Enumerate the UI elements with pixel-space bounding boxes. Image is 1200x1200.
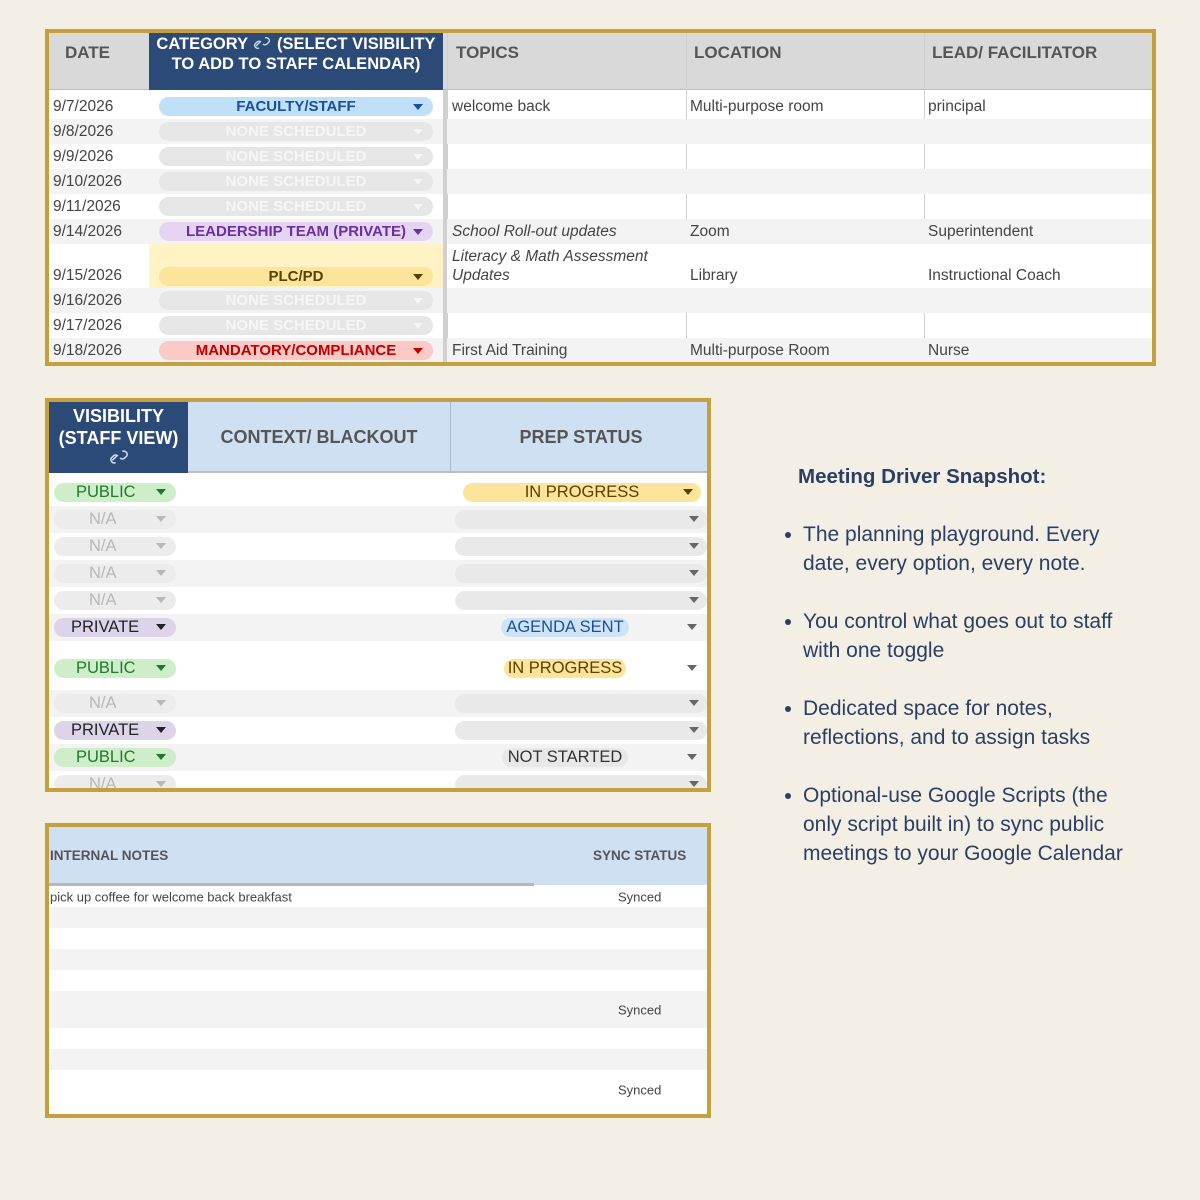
table-row (49, 928, 707, 949)
chevron-down-icon[interactable] (687, 754, 697, 760)
chevron-down-icon[interactable] (689, 516, 699, 522)
chevron-down-icon[interactable] (156, 727, 166, 733)
location-cell[interactable] (690, 313, 922, 338)
prep-status-dropdown[interactable] (455, 775, 707, 792)
date-cell[interactable]: 9/8/2026 (53, 122, 114, 140)
topic-cell[interactable]: First Aid Training (452, 342, 568, 359)
chevron-down-icon[interactable] (156, 597, 166, 603)
prep-status-label: IN PROGRESS (507, 659, 623, 677)
table-row (49, 169, 1152, 194)
header-visibility-label-2: (STAFF VIEW) (58, 427, 179, 448)
lead-cell[interactable] (928, 194, 1154, 219)
category-label: NONE SCHEDULED (225, 292, 367, 309)
visibility-label: N/A (89, 775, 117, 792)
table-row (49, 219, 1152, 244)
category-dropdown[interactable] (159, 316, 433, 335)
category-label: NONE SCHEDULED (225, 317, 367, 334)
table-row (49, 144, 1152, 169)
date-cell[interactable]: 9/18/2026 (53, 341, 122, 359)
chevron-down-icon[interactable] (413, 104, 423, 110)
category-cell[interactable] (149, 94, 443, 119)
category-label: LEADERSHIP TEAM (PRIVATE) (185, 223, 406, 240)
table-row (49, 1049, 707, 1070)
context-cell[interactable] (188, 614, 450, 641)
location-cell[interactable] (690, 169, 922, 194)
visibility-header-row (49, 402, 707, 473)
visibility-dropdown[interactable] (54, 659, 176, 678)
category-cell[interactable] (149, 119, 443, 144)
table-row (49, 479, 707, 506)
topic-cell[interactable] (452, 144, 684, 169)
context-cell[interactable] (188, 533, 450, 560)
table-row (49, 886, 707, 907)
category-label: FACULTY/STAFF (236, 98, 356, 115)
context-cell[interactable] (188, 690, 450, 717)
snapshot-title: Meeting Driver Snapshot: (798, 465, 1047, 488)
category-cell[interactable] (149, 338, 443, 363)
visibility-sheet (45, 398, 711, 792)
prep-status-dropdown[interactable] (502, 748, 628, 767)
lead-cell[interactable] (928, 144, 1154, 169)
visibility-dropdown[interactable] (54, 748, 176, 767)
lead-cell[interactable] (928, 288, 1154, 313)
topic-cell[interactable] (452, 169, 684, 194)
visibility-label: PUBLIC (76, 483, 136, 501)
category-dropdown[interactable] (159, 172, 433, 191)
category-dropdown[interactable] (159, 341, 433, 360)
location-cell[interactable]: Zoom (690, 222, 730, 240)
link-icon (253, 36, 271, 50)
date-cell[interactable]: 9/15/2026 (53, 267, 122, 284)
location-cell[interactable]: Multi-purpose room (690, 97, 824, 115)
chevron-down-icon[interactable] (687, 624, 697, 630)
topic-cell[interactable] (452, 119, 684, 144)
table-row (49, 991, 707, 1028)
category-cell[interactable] (149, 219, 443, 244)
visibility-dropdown[interactable] (54, 694, 176, 713)
chevron-down-icon[interactable] (689, 727, 699, 733)
visibility-label: N/A (89, 510, 117, 528)
location-cell[interactable] (690, 144, 922, 169)
prep-status-dropdown[interactable] (455, 564, 707, 583)
header-lead: LEAD/ FACILITATOR (932, 43, 1098, 62)
category-cell[interactable] (149, 313, 443, 338)
category-dropdown[interactable] (159, 291, 433, 310)
visibility-dropdown[interactable] (54, 775, 176, 792)
header-prep-status: PREP STATUS (519, 427, 643, 447)
topic-cell[interactable] (452, 194, 684, 219)
sync-status-cell: Synced (618, 1082, 662, 1098)
visibility-dropdown[interactable] (54, 564, 176, 583)
location-cell[interactable]: Multi-purpose Room (690, 341, 830, 359)
topic-cell[interactable]: Literacy & Math Assessment Updates (452, 248, 648, 284)
header-location: LOCATION (694, 43, 782, 62)
category-dropdown[interactable] (159, 197, 433, 216)
chevron-down-icon[interactable] (156, 516, 166, 522)
lead-cell[interactable]: Instructional Coach (928, 267, 1061, 284)
category-dropdown[interactable] (159, 122, 433, 141)
topic-cell[interactable] (452, 288, 684, 313)
context-cell[interactable] (188, 744, 450, 771)
prep-status-dropdown[interactable] (504, 659, 626, 678)
context-cell[interactable] (188, 506, 450, 533)
visibility-label: N/A (89, 537, 117, 555)
chevron-down-icon[interactable] (687, 665, 697, 671)
header-date: DATE (65, 43, 111, 62)
snapshot-bullet: The planning playground. Every date, every option, every note. (783, 520, 1133, 578)
table-row (49, 244, 1152, 288)
topic-cell[interactable]: School Roll-out updates (452, 223, 617, 240)
table-row (49, 1070, 707, 1110)
context-cell[interactable] (188, 560, 450, 587)
chevron-down-icon[interactable] (156, 543, 166, 549)
chevron-down-icon[interactable] (156, 665, 166, 671)
table-row (49, 690, 707, 717)
header-context: CONTEXT/ BLACKOUT (220, 427, 418, 447)
lead-cell[interactable]: Superintendent (928, 222, 1034, 240)
prep-status-dropdown[interactable] (455, 537, 707, 556)
category-cell[interactable] (149, 169, 443, 194)
table-row (49, 717, 707, 744)
prep-status-dropdown[interactable] (455, 721, 707, 740)
category-label: NONE SCHEDULED (225, 198, 367, 215)
chevron-down-icon[interactable] (156, 624, 166, 630)
table-row (49, 338, 1152, 363)
chevron-down-icon[interactable] (413, 154, 423, 160)
category-dropdown[interactable] (159, 147, 433, 166)
visibility-dropdown[interactable] (54, 591, 176, 610)
snapshot-bullet: You control what goes out to staff with one toggle (783, 607, 1133, 665)
visibility-label: PRIVATE (71, 721, 140, 739)
snapshot-bullet-list (783, 520, 1133, 897)
category-label: MANDATORY/COMPLIANCE (195, 342, 397, 359)
topic-cell[interactable]: welcome back (452, 98, 551, 115)
date-cell[interactable]: 9/17/2026 (53, 316, 122, 334)
category-dropdown[interactable] (159, 222, 433, 241)
table-row (49, 655, 707, 682)
category-label: PLC/PD (268, 267, 324, 285)
prep-status-dropdown[interactable] (455, 694, 707, 713)
chevron-down-icon[interactable] (156, 754, 166, 760)
table-row (49, 194, 1152, 219)
context-cell[interactable] (188, 717, 450, 744)
table-row (49, 587, 707, 614)
prep-status-dropdown[interactable] (501, 618, 629, 637)
notes-sheet (45, 823, 711, 1118)
chevron-down-icon[interactable] (413, 204, 423, 210)
category-label: NONE SCHEDULED (225, 173, 367, 190)
sync-status-cell: Synced (618, 889, 662, 904)
chevron-down-icon[interactable] (683, 489, 693, 495)
location-cell[interactable]: Library (690, 267, 738, 284)
lead-cell[interactable]: Nurse (928, 341, 970, 359)
link-icon (109, 449, 129, 465)
context-cell[interactable] (188, 771, 450, 792)
visibility-label: N/A (89, 591, 117, 609)
context-cell[interactable] (188, 655, 450, 682)
visibility-dropdown[interactable] (54, 510, 176, 529)
chevron-down-icon[interactable] (413, 298, 423, 304)
table-row (49, 744, 707, 771)
lead-cell[interactable] (928, 169, 1154, 194)
location-cell[interactable] (690, 119, 922, 144)
chevron-down-icon[interactable] (689, 570, 699, 576)
chevron-down-icon[interactable] (413, 348, 423, 354)
schedule-sheet (45, 29, 1156, 366)
visibility-label: N/A (89, 564, 117, 582)
chevron-down-icon[interactable] (413, 274, 423, 280)
header-category-label-2: TO ADD TO STAFF CALENDAR) (171, 55, 421, 73)
chevron-down-icon[interactable] (689, 597, 699, 603)
visibility-label: PUBLIC (76, 659, 136, 677)
category-cell[interactable] (149, 144, 443, 169)
prep-status-label: NOT STARTED (507, 748, 623, 766)
header-category-label-b: (SELECT VISIBILITY (276, 35, 436, 53)
context-cell[interactable] (188, 587, 450, 614)
category-label: NONE SCHEDULED (225, 123, 367, 140)
header-category[interactable] (149, 33, 443, 90)
table-row (49, 506, 707, 533)
category-label: NONE SCHEDULED (225, 148, 367, 165)
header-topics: TOPICS (456, 43, 519, 62)
header-category-label: CATEGORY (156, 35, 248, 53)
date-cell[interactable]: 9/7/2026 (53, 97, 114, 115)
prep-status-label: AGENDA SENT (506, 618, 624, 636)
snapshot-bullet: Optional-use Google Scripts (the only script built in) to sync public meetings to your Google Calendar (783, 781, 1133, 868)
topic-cell[interactable] (452, 313, 684, 338)
table-row (49, 288, 1152, 313)
category-cell[interactable] (149, 244, 443, 288)
prep-status-dropdown[interactable] (463, 483, 701, 502)
table-row (49, 907, 707, 928)
chevron-down-icon[interactable] (413, 229, 423, 235)
prep-status-dropdown[interactable] (455, 510, 707, 529)
category-dropdown[interactable] (159, 97, 433, 116)
chevron-down-icon[interactable] (156, 781, 166, 787)
category-cell[interactable] (149, 288, 443, 313)
table-row (49, 771, 707, 792)
table-row (49, 313, 1152, 338)
date-cell[interactable]: 9/10/2026 (53, 172, 122, 190)
date-cell[interactable]: 9/14/2026 (53, 222, 122, 240)
table-row (49, 119, 1152, 144)
note-cell[interactable]: pick up coffee for welcome back breakfast (50, 889, 292, 904)
category-dropdown[interactable] (159, 267, 433, 286)
schedule-header-row (49, 33, 1152, 90)
date-cell[interactable]: 9/9/2026 (53, 147, 114, 165)
prep-status-dropdown[interactable] (455, 591, 707, 610)
table-row (49, 94, 1152, 119)
table-row (49, 970, 707, 991)
table-row (49, 614, 707, 641)
visibility-label: PRIVATE (71, 618, 140, 636)
lead-cell[interactable] (928, 313, 1154, 338)
category-cell[interactable] (149, 194, 443, 219)
notes-header-row (49, 827, 707, 885)
prep-status-label: IN PROGRESS (524, 483, 640, 501)
chevron-down-icon[interactable] (689, 781, 699, 787)
table-row (49, 949, 707, 970)
table-row (49, 1028, 707, 1049)
snapshot-bullet: Dedicated space for notes, reflections, and to assign tasks (783, 694, 1133, 752)
header-visibility-label-1: VISIBILITY (72, 405, 164, 426)
visibility-label: N/A (89, 694, 117, 712)
chevron-down-icon[interactable] (689, 700, 699, 706)
chevron-down-icon[interactable] (156, 700, 166, 706)
table-row (49, 560, 707, 587)
visibility-dropdown[interactable] (54, 483, 176, 502)
visibility-dropdown[interactable] (54, 721, 176, 740)
lead-cell[interactable]: principal (928, 97, 986, 115)
visibility-dropdown[interactable] (54, 537, 176, 556)
visibility-dropdown[interactable] (54, 618, 176, 637)
location-cell[interactable] (690, 288, 922, 313)
chevron-down-icon[interactable] (413, 323, 423, 329)
location-cell[interactable] (690, 194, 922, 219)
lead-cell[interactable] (928, 119, 1154, 144)
chevron-down-icon[interactable] (413, 129, 423, 135)
date-cell[interactable]: 9/16/2026 (53, 291, 122, 309)
chevron-down-icon[interactable] (156, 489, 166, 495)
chevron-down-icon[interactable] (413, 179, 423, 185)
date-cell[interactable]: 9/11/2026 (53, 197, 121, 215)
header-visibility[interactable] (49, 402, 188, 473)
context-cell[interactable] (188, 479, 450, 506)
visibility-label: PUBLIC (76, 748, 136, 766)
header-sync-status: SYNC STATUS (593, 848, 687, 863)
chevron-down-icon[interactable] (156, 570, 166, 576)
chevron-down-icon[interactable] (689, 543, 699, 549)
table-row (49, 533, 707, 560)
sync-status-cell: Synced (618, 1002, 662, 1017)
header-internal-notes: INTERNAL NOTES (50, 848, 169, 863)
